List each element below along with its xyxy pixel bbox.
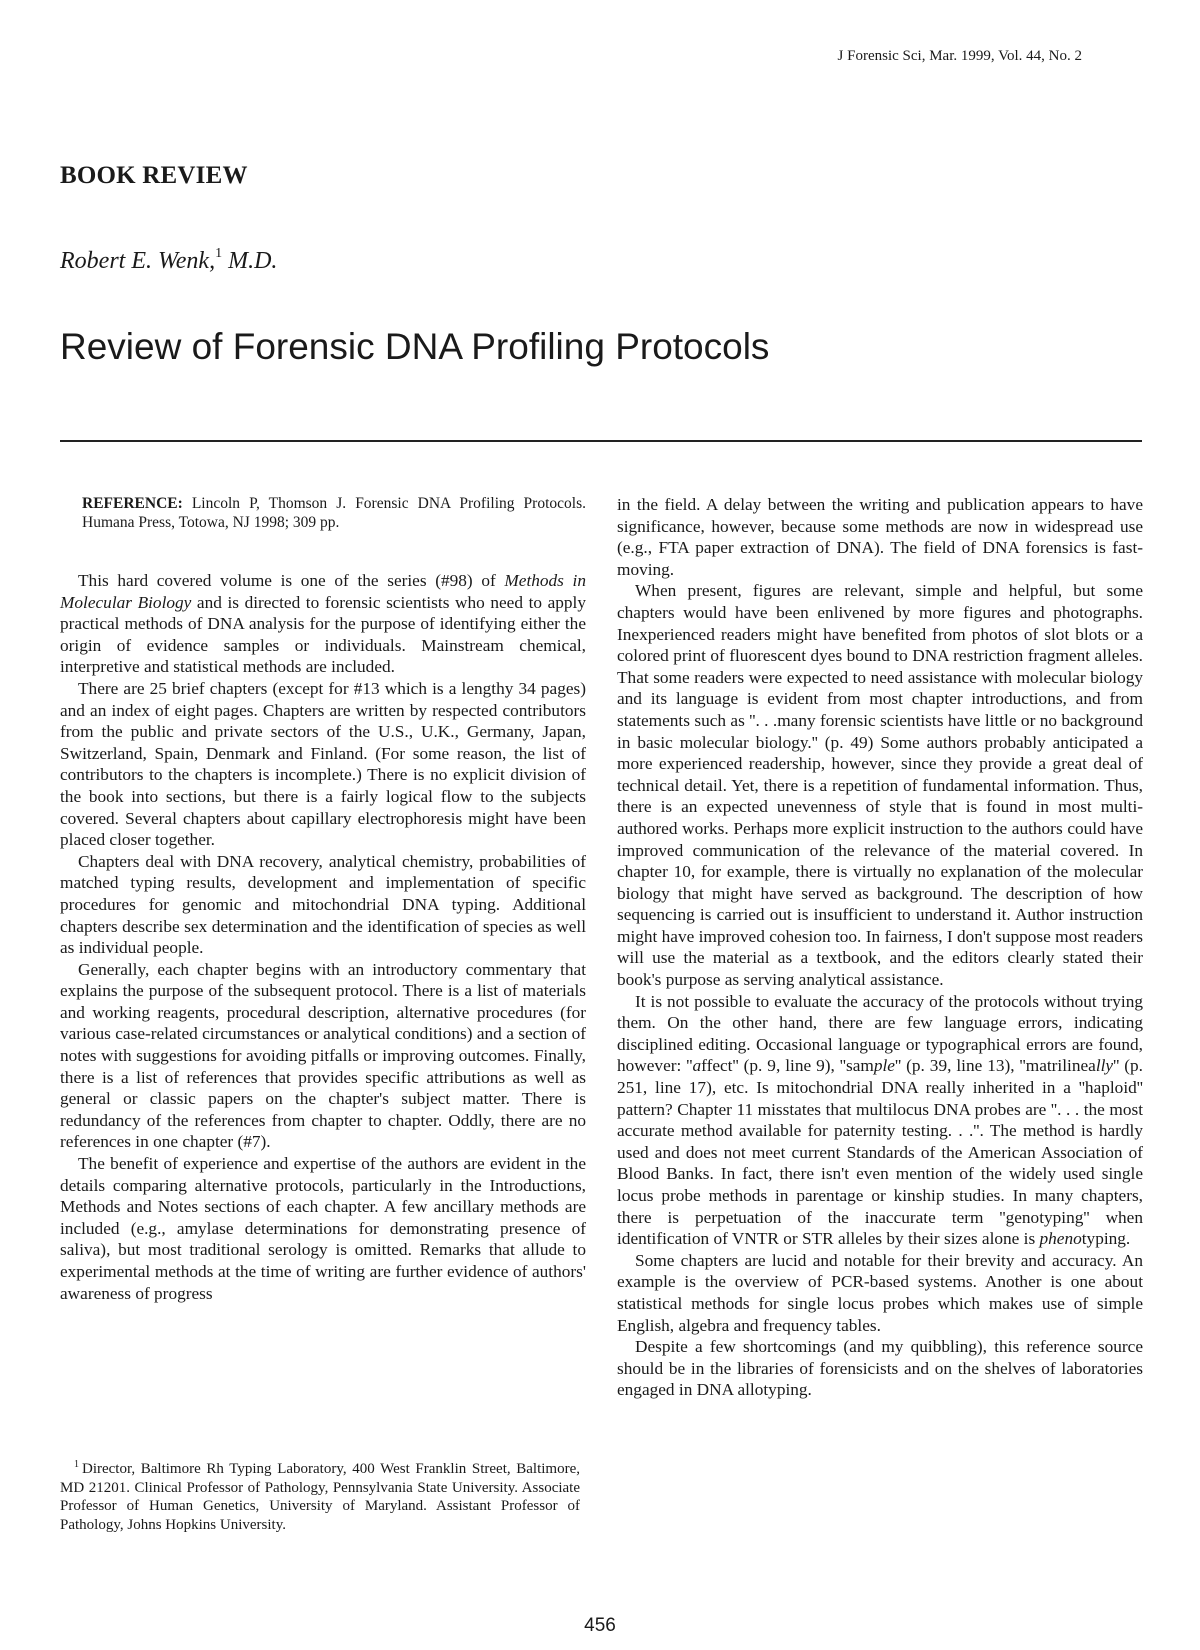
paragraph-7-text-a: It is not possible to evaluate the accuracy of the protocols without trying them. On the other hand, there are few language errors, indicating disciplined editing. Occasional language or typographical errors are found, however: '' <box>617 991 1143 1076</box>
paragraph-1-text-b: and is directed to forensic scientists who need to apply practical methods of DNA analysis for the purpose of identifying either the origin of evidence samples or individuals. Mainstream chemical, interpretive and statistical methods are included. <box>60 592 586 677</box>
article-title: Review of Forensic DNA Profiling Protocols <box>60 326 770 367</box>
paragraph-7-text-b: ffect'' (p. 9, line 9), ''sam <box>701 1056 874 1076</box>
typo-emphasis-ple: ple <box>873 1056 895 1076</box>
reference-label: REFERENCE: <box>82 495 183 512</box>
title-rule <box>60 440 1142 442</box>
paragraph-7-text-c: '' (p. 39, line 13), ''matrilinea <box>894 1056 1096 1076</box>
paragraph-7-text-e: typing. <box>1081 1229 1131 1249</box>
author-footnote <box>60 1460 580 1534</box>
paragraph-2: There are 25 brief chapters (except for #13 which is a lengthy 34 pages) and an index of eight pages. Chapters are written by respected contributors from the public and private sectors of the U.S., U.K., Germany, Japan, Switzerland, Spain, Denmark and Finland. (For some reason, the list of contributors to the chapters is incomplete.) There is no explicit division of the book into sections, but there is a fairly logical flow to the subjects covered. Several chapters about capillary electrophoresis might have been placed closer together. <box>60 678 586 850</box>
page-number: 456 <box>584 1615 616 1636</box>
running-head: J Forensic Sci, Mar. 1999, Vol. 44, No. 2 <box>837 48 1082 64</box>
reference-text: Lincoln P, Thomson J. Forensic DNA Profiling Protocols. Humana Press, Totowa, NJ 1998; 309 pp. <box>82 495 586 531</box>
paragraph-1-text-a: This hard covered volume is one of the series (#98) of <box>78 571 505 590</box>
paragraph-6: When present, figures are relevant, simple and helpful, but some chapters would have been enlivened by more figures and photographs. Inexperienced readers might have benefited from photos of slot blots or a colored print of fluorescent dyes bound to DNA restriction fragment alleles. That some readers were expected to need assistance with molecular biology and its language is evident from most chapter introductions, and from statements such as ''. . .many forensic scientists have little or no background in basic molecular biology.'' (p. 49) Some authors probably anticipated a more experienced readership, however, since they provide a great deal of technical detail. Yet, there is a repetition of fundamental information. Thus, there is an expected unevenness of style that is found in most multi-authored works. Perhaps more explicit instruction to the authors could have improved communication of the relevance of the material covered. In chapter 10, for example, there is virtually no explanation of the molecular biology that might have served as background. The description of how sequencing is carried out is insufficient to understand it. Author instruction might have improved cohesion too. In fairness, I don't suppose most readers will use the material as a textbook, and the editors clearly stated their book's purpose as serving analytical assistance. <box>617 581 1143 990</box>
left-column <box>60 494 586 1304</box>
right-column <box>617 494 1143 1401</box>
paragraph-5-continued: in the field. A delay between the writing and publication appears to have significance, however, because some methods are now in widespread use (e.g., FTA paper extraction of DNA). The field of DNA forensics is fast-moving. <box>617 495 1143 579</box>
typo-emphasis-a: a <box>692 1056 702 1076</box>
emphasis-pheno: pheno <box>1039 1229 1082 1249</box>
footnote-marker: 1 <box>74 1459 79 1470</box>
paragraph-4: Generally, each chapter begins with an introductory commentary that explains the purpose of the subsequent protocol. There is a list of materials and working reagents, procedural description, alternative procedures (for various case-related circumstances or analytical conditions) and a section of notes with suggestions for avoiding pitfalls or improving outcomes. Finally, there is a list of references that provides specific attributions as well as general or classic papers on the chapter's subject matter. There is redundancy of the references from chapter to chapter. Oddly, there are no references in one chapter (#7). <box>60 959 586 1152</box>
author-line <box>60 248 277 275</box>
paragraph-7 <box>617 991 1143 1250</box>
paragraph-7-text-d: '' (p. 251, line 17), etc. Is mitochondrial DNA really inherited in a ''haploid'' pattern? Chapter 11 misstates that multilocus DNA probes are ''. . . the most accurate method available for paternity testing. . .''. The method is hardly used and does not meet current Standards of the American Association of Blood Banks. In fact, there isn't even mention of the widely used single locus probe methods in parentage or kinship studies. In many chapters, there is perpetuation of the inaccurate term ''genotyping'' when identification of VNTR or STR alleles by their sizes alone is <box>617 1056 1143 1249</box>
paragraph-8: Some chapters are lucid and notable for their brevity and accuracy. An example is the overview of PCR-based systems. Another is one about statistical methods for single locus probes which makes use of simple English, algebra and frequency tables. <box>617 1250 1143 1335</box>
author-degree: M.D. <box>222 248 278 274</box>
reference-citation <box>82 494 586 532</box>
author-name: Robert E. Wenk, <box>60 248 216 274</box>
paragraph-1 <box>60 570 586 678</box>
paragraph-3: Chapters deal with DNA recovery, analytical chemistry, probabilities of matched typing results, development and implementation of specific procedures for genomic and mitochondrial DNA typing. Additional chapters describe sex determination and the identification of species as well as individual people. <box>60 851 586 958</box>
typo-emphasis-lly: lly <box>1095 1056 1114 1076</box>
section-label: BOOK REVIEW <box>60 162 248 189</box>
paragraph-5: The benefit of experience and expertise of the authors are evident in the details comparing alternative protocols, particularly in the Introductions, Methods and Notes sections of each chapter. A few ancillary methods are included (e.g., amylase determinations for demonstrating presence of saliva), but most traditional serology is omitted. Remarks that allude to experimental methods at the time of writing are further evidence of authors' awareness of progress <box>60 1154 586 1303</box>
series-title: Methods in Molecular Biology <box>60 571 586 612</box>
author-footnote-marker: 1 <box>215 246 223 261</box>
footnote-text: Director, Baltimore Rh Typing Laboratory, 400 West Franklin Street, Baltimore, MD 21201. Clinical Professor of Pathology, Pennsylvania State University. Associate Professor of Human Genetics, University of Maryland. Assistant Professor of Pathology, Johns Hopkins University. <box>60 1461 580 1533</box>
paragraph-9: Despite a few shortcomings (and my quibbling), this reference source should be in the libraries of forensicists and on the shelves of laboratories engaged in DNA allotyping. <box>617 1337 1143 1400</box>
